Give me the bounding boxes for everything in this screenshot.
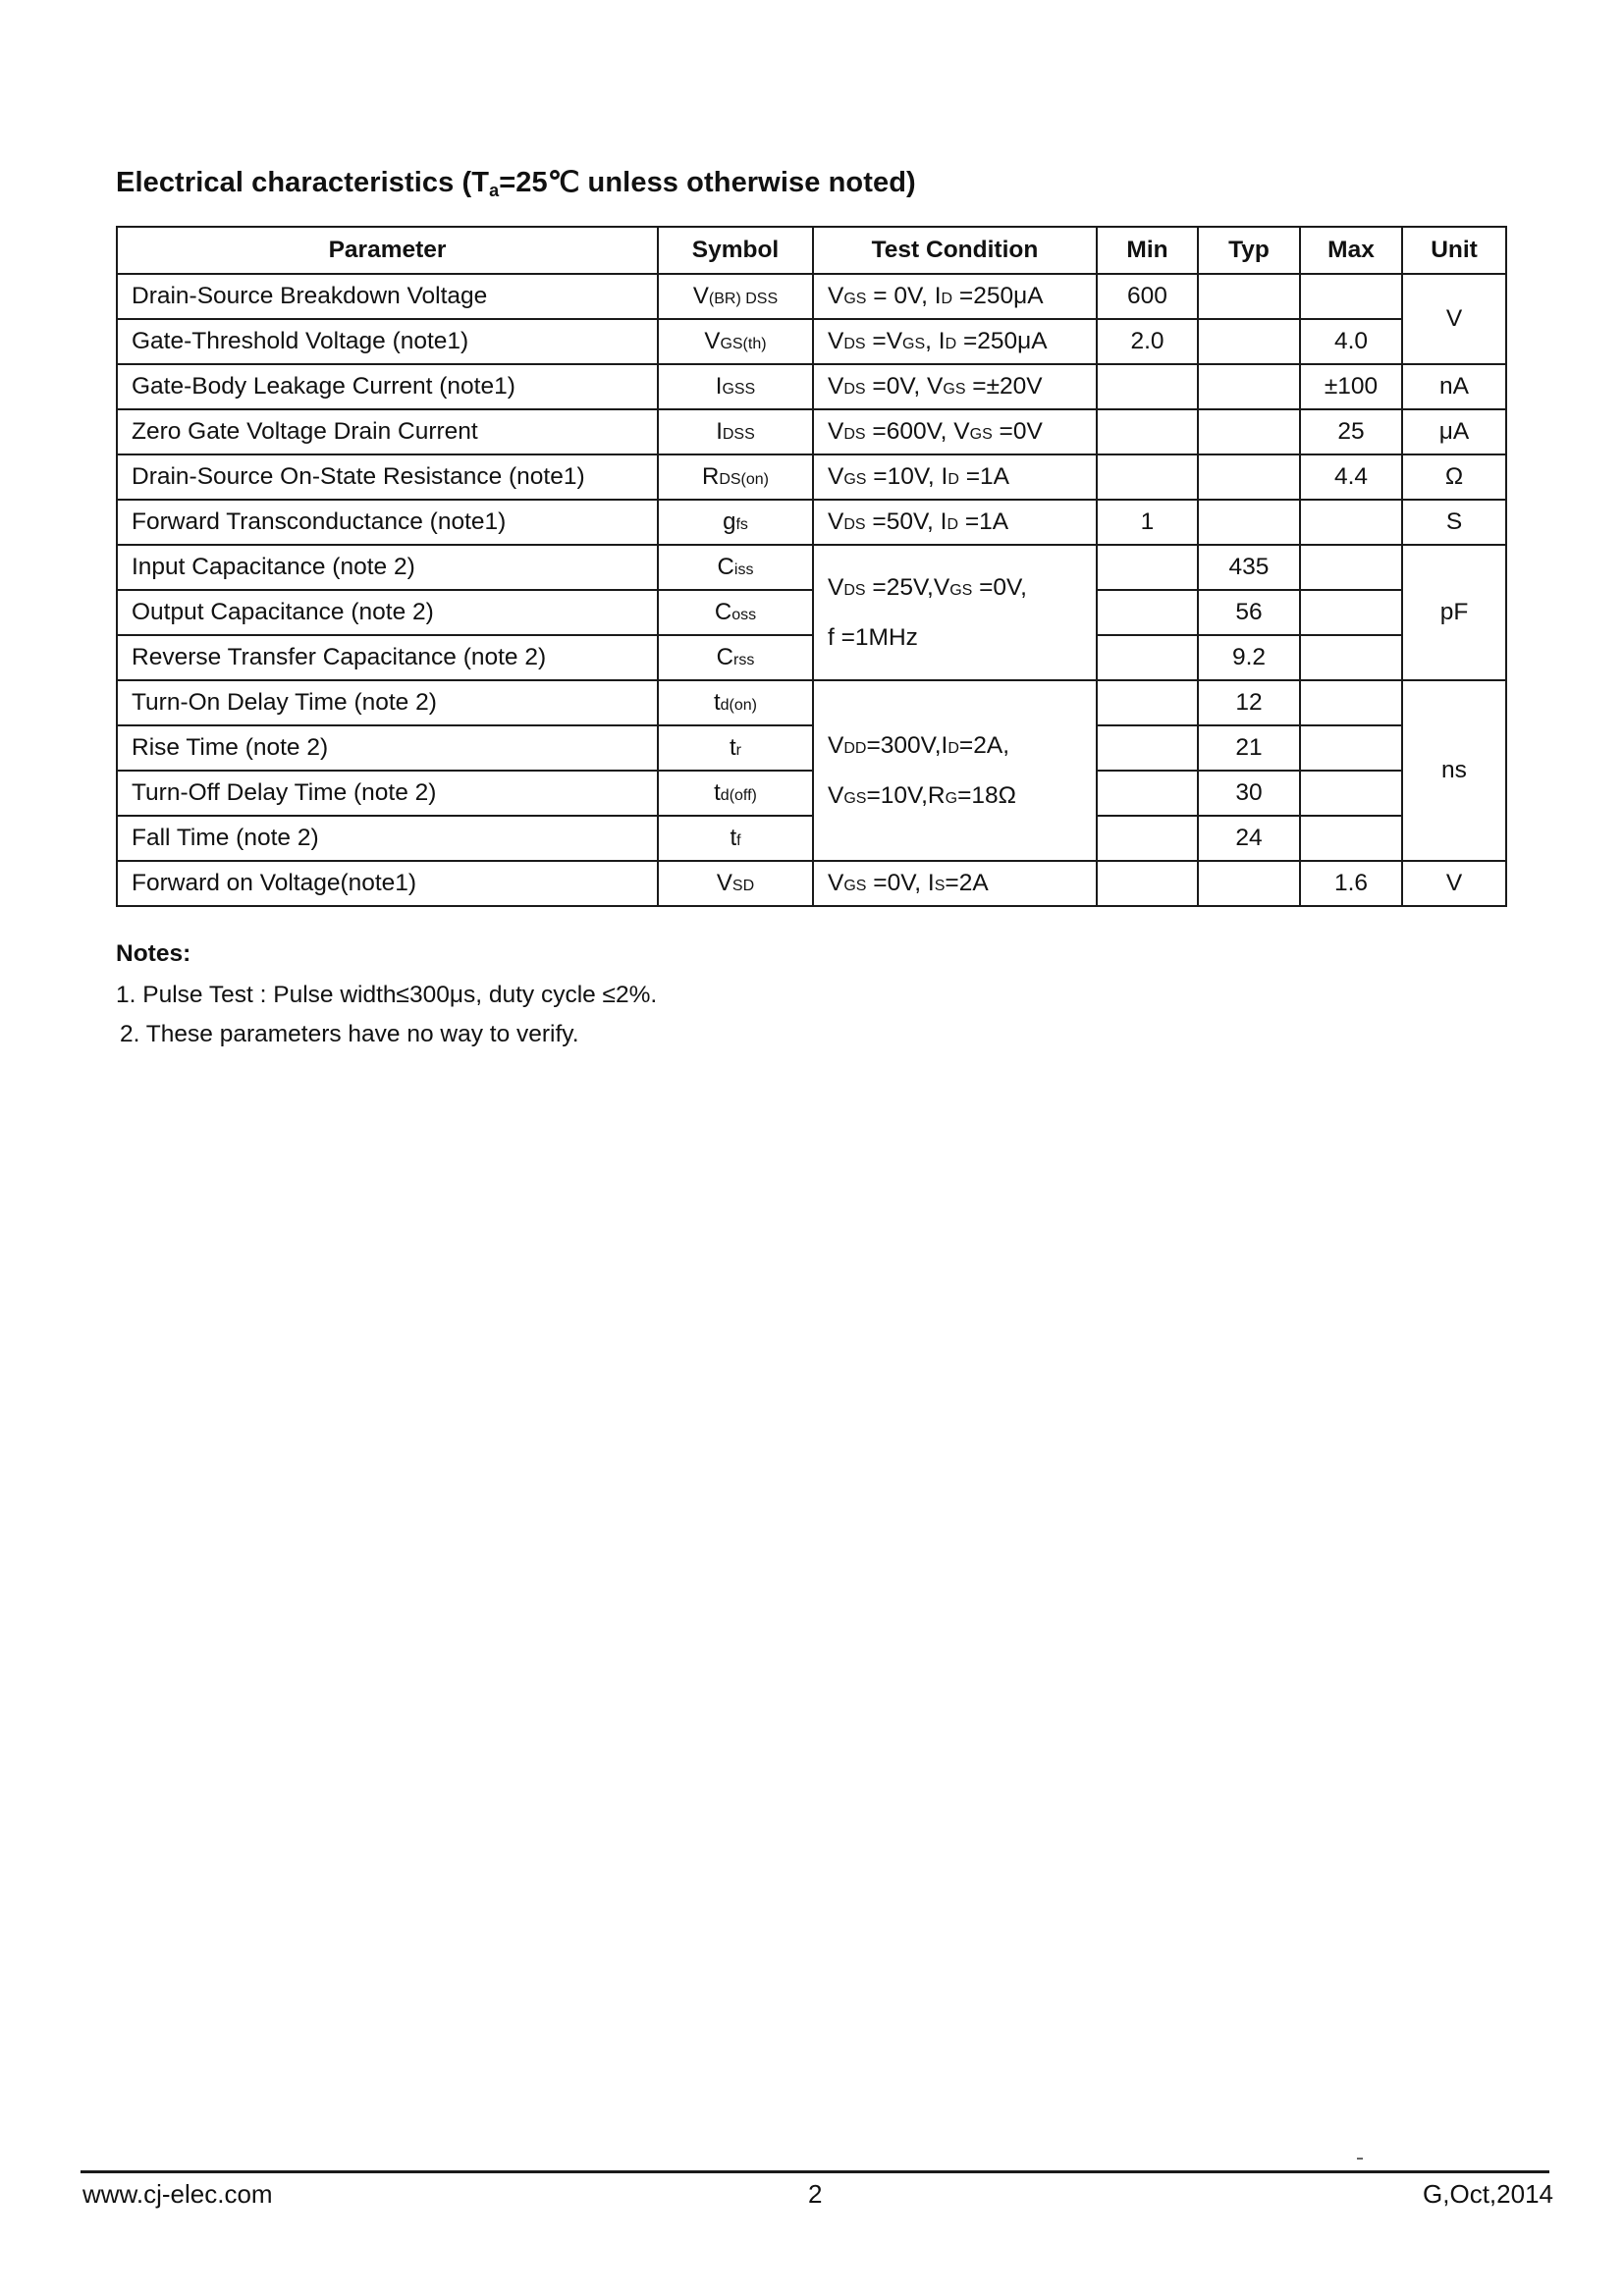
condition-cell: VGS = 0V, ID =250μA — [813, 274, 1097, 319]
parameter-cell: Input Capacitance (note 2) — [117, 545, 658, 590]
header-typ: Typ — [1198, 227, 1300, 274]
unit-cell: nA — [1402, 364, 1506, 409]
header-test-condition: Test Condition — [813, 227, 1097, 274]
table-row — [117, 816, 1506, 861]
symbol-cell: IGSS — [658, 364, 813, 409]
typ-cell: 21 — [1198, 725, 1300, 771]
symbol-cell: td(off) — [658, 771, 813, 816]
typ-cell: 435 — [1198, 545, 1300, 590]
unit-cell: μA — [1402, 409, 1506, 454]
parameter-cell: Gate-Body Leakage Current (note1) — [117, 364, 658, 409]
footer-mark — [1357, 2158, 1363, 2160]
max-cell — [1300, 635, 1402, 680]
table-row — [117, 771, 1506, 816]
symbol-cell: gfs — [658, 500, 813, 545]
min-cell: 1 — [1097, 500, 1198, 545]
header-unit: Unit — [1402, 227, 1506, 274]
table-row — [117, 319, 1506, 364]
parameter-cell: Gate-Threshold Voltage (note1) — [117, 319, 658, 364]
parameter-cell: Zero Gate Voltage Drain Current — [117, 409, 658, 454]
table-row — [117, 409, 1506, 454]
parameter-cell: Forward Transconductance (note1) — [117, 500, 658, 545]
notes-section — [116, 940, 657, 1060]
parameter-cell: Rise Time (note 2) — [117, 725, 658, 771]
notes-heading: Notes: — [116, 940, 191, 967]
max-cell: ±100 — [1300, 364, 1402, 409]
min-cell — [1097, 725, 1198, 771]
unit-cell: V — [1402, 861, 1506, 906]
unit-cell: S — [1402, 500, 1506, 545]
condition-cell: VDS =0V, VGS =±20V — [813, 364, 1097, 409]
typ-cell: 12 — [1198, 680, 1300, 725]
parameter-cell: Drain-Source Breakdown Voltage — [117, 274, 658, 319]
min-cell — [1097, 771, 1198, 816]
parameter-cell: Fall Time (note 2) — [117, 816, 658, 861]
symbol-cell: IDSS — [658, 409, 813, 454]
min-cell — [1097, 364, 1198, 409]
max-cell — [1300, 680, 1402, 725]
symbol-cell: tr — [658, 725, 813, 771]
table-row — [117, 861, 1506, 906]
min-cell: 600 — [1097, 274, 1198, 319]
symbol-cell: tf — [658, 816, 813, 861]
min-cell: 2.0 — [1097, 319, 1198, 364]
symbol-cell: Ciss — [658, 545, 813, 590]
condition-cell: VDS =600V, VGS =0V — [813, 409, 1097, 454]
max-cell — [1300, 274, 1402, 319]
symbol-cell: RDS(on) — [658, 454, 813, 500]
min-cell — [1097, 409, 1198, 454]
min-cell — [1097, 680, 1198, 725]
footer-page-number: 2 — [808, 2179, 823, 2209]
header-min: Min — [1097, 227, 1198, 274]
unit-cell: Ω — [1402, 454, 1506, 500]
unit-cell: ns — [1402, 680, 1506, 861]
max-cell: 4.4 — [1300, 454, 1402, 500]
parameter-cell: Drain-Source On-State Resistance (note1) — [117, 454, 658, 500]
max-cell — [1300, 725, 1402, 771]
typ-cell: 24 — [1198, 816, 1300, 861]
min-cell — [1097, 635, 1198, 680]
table-row — [117, 590, 1506, 635]
table-row — [117, 545, 1506, 590]
min-cell — [1097, 816, 1198, 861]
symbol-cell: td(on) — [658, 680, 813, 725]
symbol-cell: V(BR) DSS — [658, 274, 813, 319]
table-row — [117, 454, 1506, 500]
table-row — [117, 680, 1506, 725]
symbol-cell: Coss — [658, 590, 813, 635]
typ-cell — [1198, 454, 1300, 500]
condition-cell: VDS =50V, ID =1A — [813, 500, 1097, 545]
table-row — [117, 725, 1506, 771]
min-cell — [1097, 861, 1198, 906]
parameter-cell: Forward on Voltage(note1) — [117, 861, 658, 906]
symbol-cell: VSD — [658, 861, 813, 906]
electrical-characteristics-table — [116, 226, 1507, 907]
typ-cell: 56 — [1198, 590, 1300, 635]
section-title: Electrical characteristics ($T_a=25℃$ unless otherwise noted) — [116, 167, 916, 200]
note-item: 1. Pulse Test : Pulse width≤300μs, duty cycle ≤2%. — [116, 982, 658, 1008]
table-row — [117, 274, 1506, 319]
max-cell: 1.6 — [1300, 861, 1402, 906]
max-cell — [1300, 771, 1402, 816]
unit-cell: pF — [1402, 545, 1506, 680]
typ-cell: 30 — [1198, 771, 1300, 816]
condition-cell-switching: VDD=300V,ID=2A, VGS=10V,RG=18Ω — [813, 680, 1097, 861]
max-cell: 25 — [1300, 409, 1402, 454]
condition-cell-capacitance: VDS =25V,VGS =0V, f =1MHz — [813, 545, 1097, 680]
table-row — [117, 635, 1506, 680]
typ-cell — [1198, 861, 1300, 906]
condition-cell: VDS =VGS, ID =250μA — [813, 319, 1097, 364]
typ-cell — [1198, 319, 1300, 364]
note-item: 2. These parameters have no way to verify. — [120, 1021, 579, 1047]
max-cell — [1300, 816, 1402, 861]
parameter-cell: Turn-Off Delay Time (note 2) — [117, 771, 658, 816]
symbol-cell: VGS(th) — [658, 319, 813, 364]
condition-cell: VGS =0V, IS=2A — [813, 861, 1097, 906]
max-cell: 4.0 — [1300, 319, 1402, 364]
max-cell — [1300, 500, 1402, 545]
typ-cell — [1198, 409, 1300, 454]
condition-cell: VGS =10V, ID =1A — [813, 454, 1097, 500]
min-cell — [1097, 590, 1198, 635]
table-row — [117, 364, 1506, 409]
table-header-row — [117, 227, 1506, 274]
min-cell — [1097, 454, 1198, 500]
table-row — [117, 500, 1506, 545]
symbol-cell: Crss — [658, 635, 813, 680]
typ-cell: 9.2 — [1198, 635, 1300, 680]
typ-cell — [1198, 500, 1300, 545]
footer-website: www.cj-elec.com — [82, 2179, 273, 2209]
header-parameter: Parameter — [117, 227, 658, 274]
header-max: Max — [1300, 227, 1402, 274]
typ-cell — [1198, 274, 1300, 319]
parameter-cell: Reverse Transfer Capacitance (note 2) — [117, 635, 658, 680]
unit-cell: V — [1402, 274, 1506, 364]
parameter-cell: Turn-On Delay Time (note 2) — [117, 680, 658, 725]
min-cell — [1097, 545, 1198, 590]
footer-revision: G,Oct,2014 — [1423, 2179, 1553, 2209]
footer-divider — [81, 2170, 1549, 2173]
typ-cell — [1198, 364, 1300, 409]
header-symbol: Symbol — [658, 227, 813, 274]
parameter-cell: Output Capacitance (note 2) — [117, 590, 658, 635]
max-cell — [1300, 545, 1402, 590]
max-cell — [1300, 590, 1402, 635]
